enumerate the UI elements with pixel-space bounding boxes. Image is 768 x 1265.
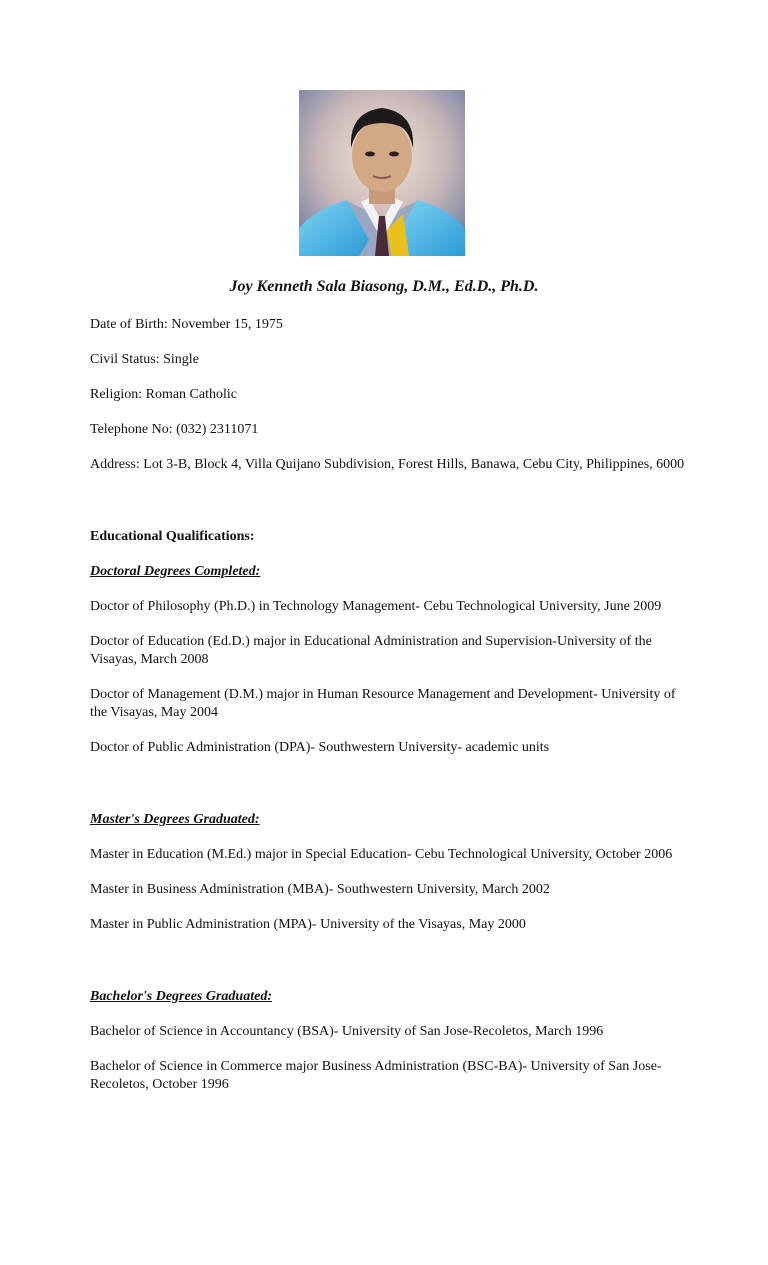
- masters-item: Master in Education (M.Ed.) major in Special Education- Cebu Technological University, October 2006: [90, 847, 673, 862]
- resume-content: [90, 316, 690, 1111]
- doctoral-heading: Doctoral Degrees Completed:: [90, 564, 261, 579]
- masters-heading: Master's Degrees Graduated:: [90, 812, 260, 827]
- bachelors-heading: Bachelor's Degrees Graduated:: [90, 989, 272, 1004]
- education-heading: Educational Qualifications:: [90, 529, 255, 544]
- portrait-photo: [299, 90, 465, 256]
- doctoral-item: Doctor of Management (D.M.) major in Human Resource Management and Development- University of the Visayas, May 2004: [90, 687, 676, 720]
- date-of-birth: Date of Birth: November 15, 1975: [90, 317, 283, 332]
- bachelors-item: Bachelor of Science in Commerce major Business Administration (BSC-BA)- University of San Jose-Recoletos, October 1996: [90, 1059, 662, 1092]
- doctoral-item: Doctor of Public Administration (DPA)- Southwestern University- academic units: [90, 740, 550, 755]
- civil-status: Civil Status: Single: [90, 352, 199, 367]
- bachelors-item: Bachelor of Science in Accountancy (BSA)- University of San Jose-Recoletos, March 1996: [90, 1024, 604, 1039]
- religion: Religion: Roman Catholic: [90, 387, 237, 402]
- doctoral-item: Doctor of Philosophy (Ph.D.) in Technology Management- Cebu Technological University, June 2009: [90, 599, 662, 614]
- telephone: Telephone No: (032) 2311071: [90, 422, 259, 437]
- person-name: Joy Kenneth Sala Biasong, D.M., Ed.D., Ph.D.: [229, 278, 539, 295]
- masters-item: Master in Public Administration (MPA)- University of the Visayas, May 2000: [90, 917, 526, 932]
- masters-item: Master in Business Administration (MBA)- Southwestern University, March 2002: [90, 882, 550, 897]
- doctoral-item: Doctor of Education (Ed.D.) major in Educational Administration and Supervision-University of the Visayas, March 2008: [90, 634, 652, 667]
- address: Address: Lot 3-B, Block 4, Villa Quijano Subdivision, Forest Hills, Banawa, Cebu City, Philippines, 6000: [90, 457, 685, 472]
